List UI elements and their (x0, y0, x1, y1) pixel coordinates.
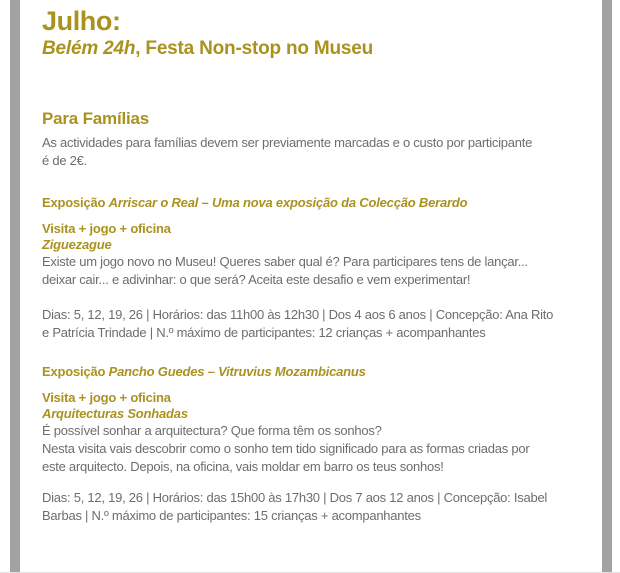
expo-title: Pancho Guedes – Vitruvius Mozambicanus (108, 364, 366, 379)
event-description-2 (42, 422, 583, 476)
description-line: É possível sonhar a arquitectura? Que forma têm os sonhos? (42, 423, 382, 438)
page-subtitle-event-name: Belém 24h (42, 38, 136, 59)
event-details-1 (42, 306, 583, 342)
details-line: Dias: 5, 12, 19, 26 | Horários: das 15h00 às 17h30 | Dos 7 aos 12 anos | Concepção: Isabel (42, 490, 548, 505)
details-line: Dias: 5, 12, 19, 26 | Horários: das 11h00 às 12h30 | Dos 4 aos 6 anos | Concepção: Ana Rito (42, 307, 554, 322)
event-details-2 (42, 489, 583, 525)
expo-label: Exposição (42, 195, 109, 210)
description-line: Existe um jogo novo no Museu! Queres saber qual é? Para participares tens de lançar... (42, 254, 528, 269)
page-subtitle (42, 37, 583, 61)
page-subtitle-rest: , Festa Non-stop no Museu (135, 38, 374, 59)
expo-title: Arriscar o Real – Uma nova exposição da Colecção Berardo (108, 195, 468, 210)
section-intro-paragraph (42, 134, 583, 170)
intro-line: As actividades para famílias devem ser previamente marcadas e o custo por participante (42, 135, 533, 150)
section-heading: Para Famílias (42, 109, 150, 128)
left-scroll-rail (10, 0, 20, 573)
right-scroll-rail (602, 0, 612, 573)
activity-type-2: Visita + jogo + oficina (42, 390, 171, 405)
event-description-1 (42, 253, 583, 289)
expo-heading-2 (42, 364, 583, 380)
expo-heading-1 (42, 195, 583, 211)
page-title: Julho: (42, 6, 121, 36)
activity-type-1: Visita + jogo + oficina (42, 221, 171, 236)
details-line: e Patrícia Trindade | N.º máximo de participantes: 12 crianças + acompanhantes (42, 325, 486, 340)
activity-name-2: Arquitecturas Sonhadas (42, 406, 188, 421)
description-line: este arquitecto. Depois, na oficina, vais moldar em barro os teus sonhos! (42, 459, 444, 474)
activity-name-1: Ziguezague (42, 237, 112, 252)
intro-line: é de 2€. (42, 153, 87, 168)
expo-label: Exposição (42, 364, 109, 379)
description-line: deixar cair... e adivinhar: o que será? Aceita este desafio e vem experimentar! (42, 272, 471, 287)
description-line: Nesta visita vais descobrir como o sonho tem tido significado para as formas criadas por (42, 441, 530, 456)
details-line: Barbas | N.º máximo de participantes: 15 crianças + acompanhantes (42, 508, 421, 523)
page-content (42, 6, 583, 525)
